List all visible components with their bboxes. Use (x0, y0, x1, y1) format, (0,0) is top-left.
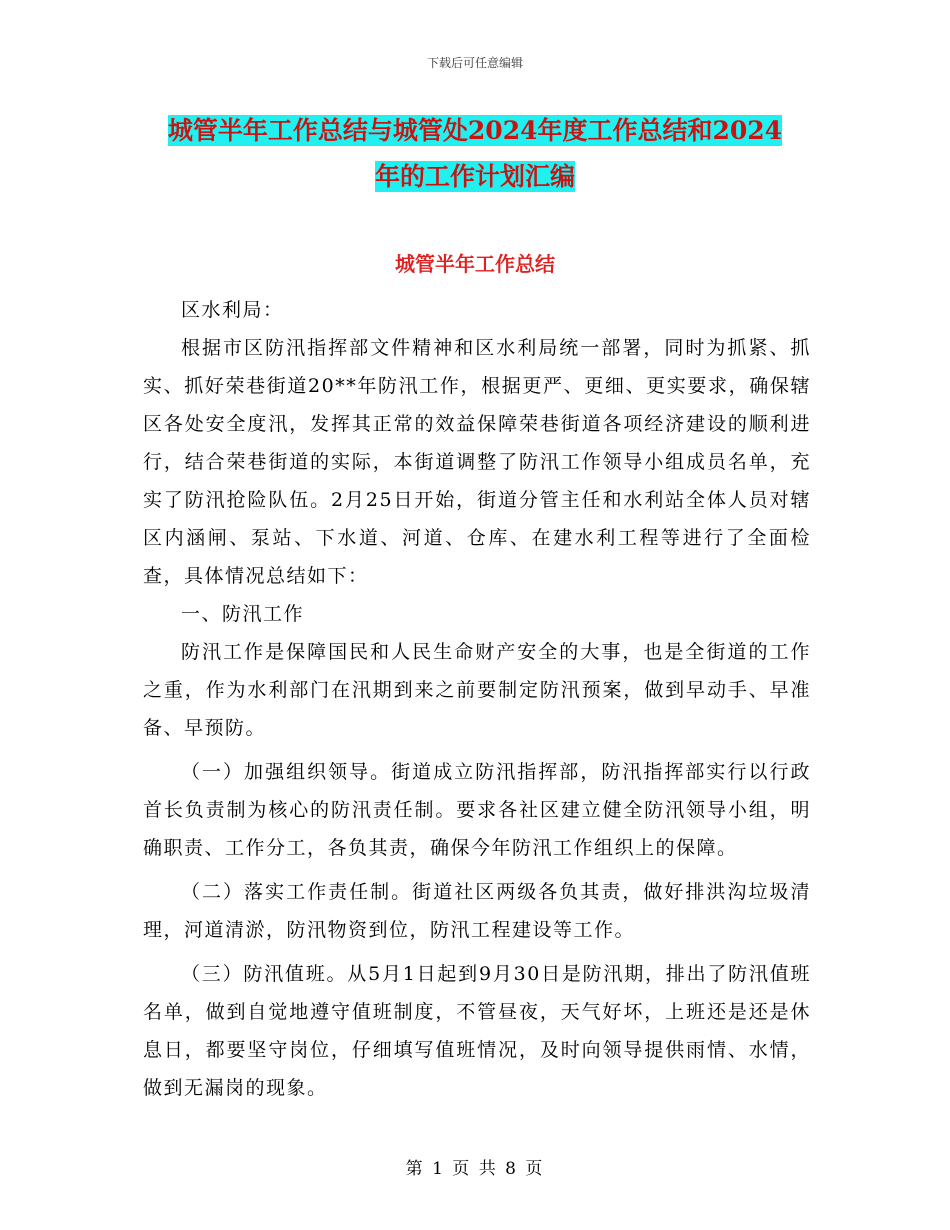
document-title (0, 108, 950, 200)
paragraph-intro: 根据市区防汛指挥部文件精神和区水利局统一部署，同时为抓紧、抓实、抓好荣巷街道20**年防汛工作，根据更严、更细、更实要求，确保辖区各处安全度汛，发挥其正常的效益保障荣巷街道各项经济建设的顺利进行，结合荣巷街道的实际，本街道调整了防汛工作领导小组成员名单，充实了防汛抢险队伍。2月25日开始，街道分管主任和水利站全体人员对辖区内涵闸、泵站、下水道、河道、仓库、在建水利工程等进行了全面检查，具体情况总结如下： (143, 337, 811, 587)
page-footer: 第 1 页 共 8 页 (405, 1159, 545, 1179)
paragraph-flood-overview: 防汛工作是保障国民和人民生命财产安全的大事，也是全街道的工作之重，作为水利部门在汛期到来之前要制定防汛预案，做到早动手、早准备、早预防。 (143, 641, 811, 739)
document-body (143, 291, 811, 1107)
section-title: 城管半年工作总结 (395, 252, 555, 276)
title-line-1: 城管半年工作总结与城管处2024年度工作总结和2024 (167, 116, 783, 145)
paragraph-item-3: （三）防汛值班。从5月1日起到9月30日是防汛期，排出了防汛值班名单，做到自觉地遵守值班制度，不管昼夜，天气好坏，上班还是还是休息日，都要坚守岗位，仔细填写值班情况，及时向领导提供雨情、水情，做到无漏岗的现象。 (143, 963, 811, 1099)
paragraph-salutation: 区水利局： (181, 299, 284, 321)
paragraph-item-2: （二）落实工作责任制。街道社区两级各负其责，做好排洪沟垃圾清理，河道清淤，防汛物资到位，防汛工程建设等工作。 (143, 881, 811, 941)
paragraph-heading-1: 一、防汛工作 (181, 603, 305, 625)
title-line-2: 年的工作计划汇编 (374, 162, 575, 191)
paragraph-item-1: （一）加强组织领导。街道成立防汛指挥部，防汛指挥部实行以行政首长负责制为核心的防汛责任制。要求各社区建立健全防汛领导小组，明确职责、工作分工，各负其责，确保今年防汛工作组织上的保障。 (143, 761, 811, 859)
header-note: 下载后可任意编辑 (426, 56, 523, 70)
